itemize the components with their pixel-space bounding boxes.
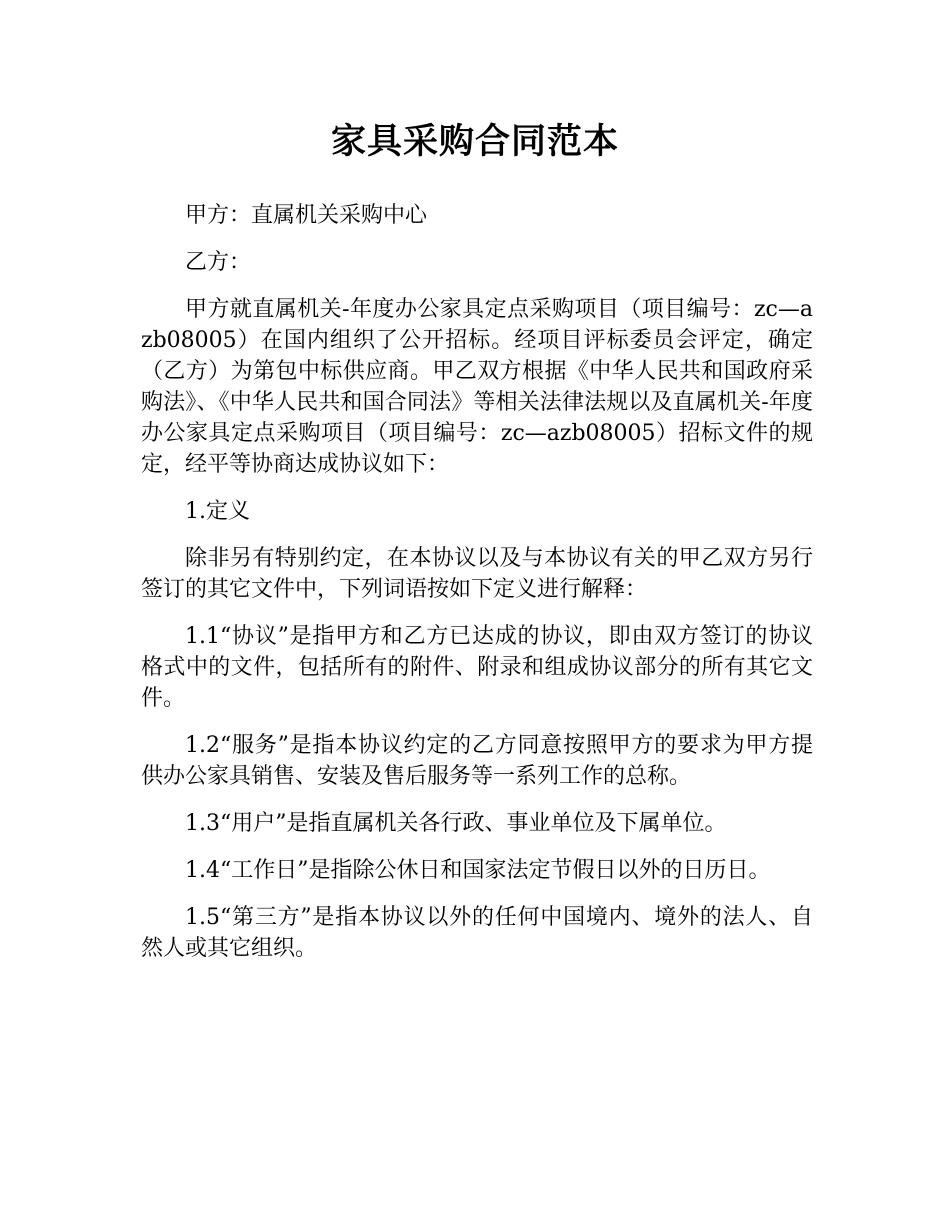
party-b: 乙方： xyxy=(185,250,252,275)
clause-1-4: 1.4“工作日”是指除公休日和国家法定节假日以外的日历日。 xyxy=(185,858,771,883)
clause-1-3: 1.3“用户”是指直属机关各行政、事业单位及下属单位。 xyxy=(185,811,727,836)
clause-1-1: 1.1“协议”是指甲方和乙方已达成的协议，即由双方签订的协议格式中的文件，包括所有的附件、附录和组成协议部分的所有其它文件。 xyxy=(141,624,813,711)
preamble-paragraph: 甲方就直属机关-年度办公家具定点采购项目（项目编号：zc—azb08005）在国内组织了公开招标。经项目评标委员会评定，确定（乙方）为第包中标供应商。甲乙双方根据《中华人民共和国政府采购法》、《中华人民共和国合同法》等相关法律法规以及直属机关-年度办公家具定点采购项目（项目编号：zc—azb08005）招标文件的规定，经平等协商达成协议如下： xyxy=(141,297,813,477)
clause-1-5: 1.5“第三方”是指本协议以外的任何中国境内、境外的法人、自然人或其它组织。 xyxy=(141,905,813,961)
clause-1-2: 1.2“服务”是指本协议约定的乙方同意按照甲方的要求为甲方提供办公家具销售、安装及售后服务等一系列工作的总称。 xyxy=(141,733,813,789)
document-body xyxy=(141,200,813,980)
document-title: 家具采购合同范本 xyxy=(330,122,619,162)
definitions-intro: 除非另有特别约定，在本协议以及与本协议有关的甲乙双方另行签订的其它文件中，下列词语按如下定义进行解释： xyxy=(141,546,813,602)
party-a: 甲方：直属机关采购中心 xyxy=(185,203,428,228)
section-heading-definitions: 1.定义 xyxy=(185,499,250,524)
